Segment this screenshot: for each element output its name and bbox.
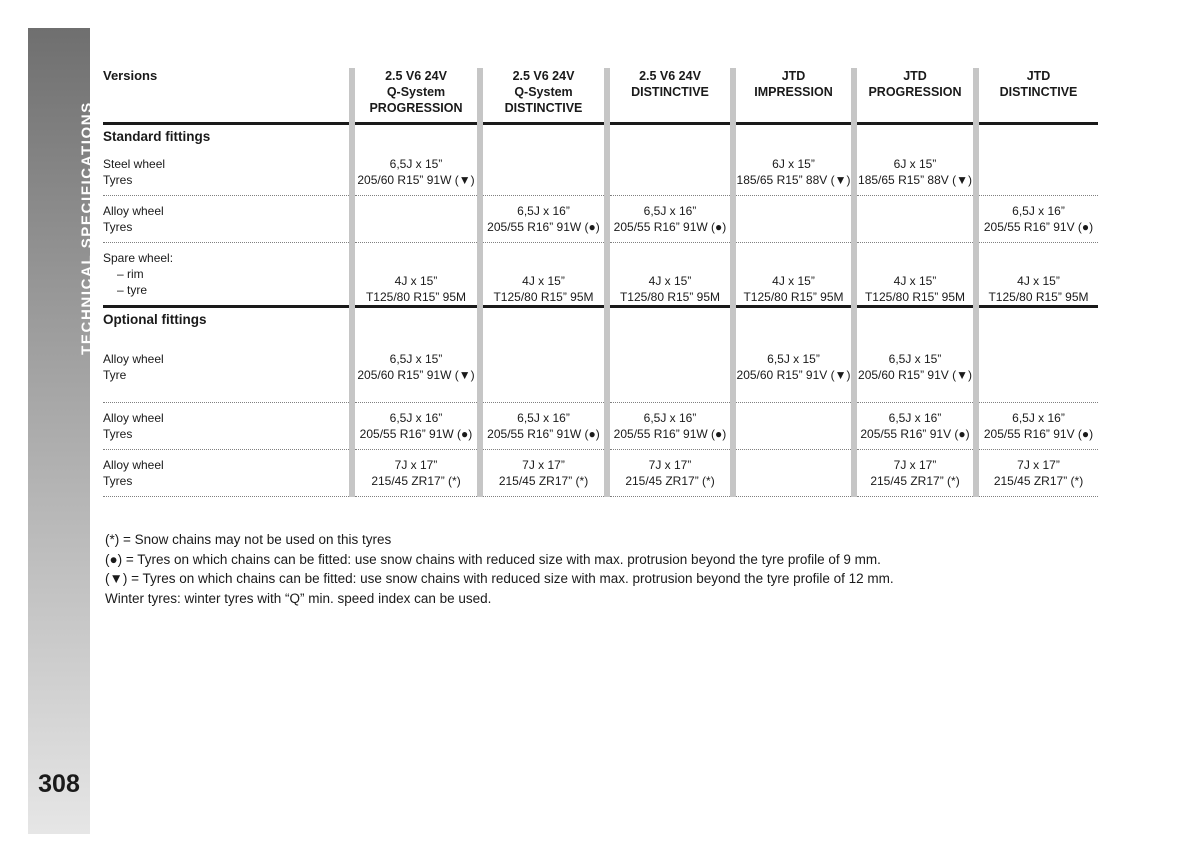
row-label-line: Alloy wheel	[103, 411, 164, 425]
cell-line: 4J x 15”	[1017, 274, 1060, 288]
cell-line: Q-System	[514, 85, 573, 99]
section-spacer	[854, 124, 976, 150]
spec-cell	[480, 243, 607, 307]
spec-cell	[607, 403, 733, 450]
section-spacer	[352, 124, 480, 150]
section-spacer	[480, 124, 607, 150]
cell-line: 215/45 ZR17” (*)	[870, 474, 960, 488]
section-spacer	[976, 307, 1098, 333]
spec-cell	[352, 403, 480, 450]
cell-line: 6,5J x 16”	[517, 411, 570, 425]
cell-line: 205/55 R16” 91V (●)	[860, 427, 970, 441]
cell-line: IMPRESSION	[754, 85, 833, 99]
spec-cell	[976, 196, 1098, 243]
cell-line: PROGRESSION	[868, 85, 962, 99]
spec-cell	[480, 450, 607, 497]
optional-fittings	[103, 307, 1098, 333]
spec-cell	[607, 196, 733, 243]
table-row	[103, 332, 1098, 403]
footnote: (*) = Snow chains may not be used on this tyres	[105, 532, 392, 547]
cell-line: 6,5J x 15”	[767, 352, 820, 366]
table-row	[103, 243, 1098, 307]
cell-line: 6,5J x 15”	[888, 352, 942, 366]
cell-line: 2.5 V6 24V	[639, 69, 701, 83]
table-row	[103, 196, 1098, 243]
section-spacer	[480, 307, 607, 333]
optional-fittings-label: Optional fittings	[103, 307, 352, 333]
spec-cell	[976, 332, 1098, 403]
row-label-line: Alloy wheel	[103, 458, 164, 472]
cell-line: 215/45 ZR17” (*)	[498, 474, 589, 488]
cell-line: T125/80 R15” 95M	[743, 290, 844, 304]
row-label-line: Spare wheel:	[103, 251, 174, 265]
cell-line: T125/80 R15” 95M	[365, 290, 467, 304]
table-row	[103, 149, 1098, 196]
cell-line: 6,5J x 16”	[643, 204, 697, 218]
cell-line: PROGRESSION	[369, 101, 463, 115]
spec-cell	[352, 332, 480, 403]
version-header	[976, 68, 1098, 124]
spec-cell	[733, 403, 854, 450]
cell-line: T125/80 R15” 95M	[619, 290, 721, 304]
cell-line: 6J x 15”	[893, 157, 937, 171]
cell-line: 205/55 R16” 91W (●)	[487, 427, 600, 441]
spec-cell	[480, 196, 607, 243]
cell-line: 205/60 R15” 91W (▼)	[357, 173, 475, 187]
section-spacer	[854, 307, 976, 333]
spec-cell	[854, 243, 976, 307]
row-label	[103, 243, 352, 307]
cell-line: 7J x 17”	[648, 458, 692, 472]
spec-cell	[733, 450, 854, 497]
section-spacer	[733, 124, 854, 150]
cell-line: 205/60 R15” 91W (▼)	[357, 368, 475, 382]
row-label-line: Alloy wheel	[103, 352, 164, 366]
spec-cell	[976, 403, 1098, 450]
cell-line: T125/80 R15” 95M	[864, 290, 966, 304]
footnote: (●) = Tyres on which chains can be fitted: use snow chains with reduced size with max. protrusion beyond the tyre profile of 9 mm.	[105, 551, 881, 567]
spec-cell	[607, 149, 733, 196]
row-label	[103, 450, 352, 497]
cell-line: 205/55 R16” 91W (●)	[613, 220, 727, 234]
cell-line: 6,5J x 15”	[389, 157, 443, 171]
row-label-line: Tyres	[103, 173, 133, 187]
cell-line: 4J x 15”	[772, 274, 815, 288]
cell-line: 6,5J x 16”	[1012, 411, 1065, 425]
header-row	[103, 68, 1098, 124]
spec-cell	[854, 450, 976, 497]
section-spacer	[607, 307, 733, 333]
table-row	[103, 450, 1098, 497]
spec-cell	[480, 403, 607, 450]
row-label	[103, 403, 352, 450]
cell-line: 6J x 15”	[772, 157, 815, 171]
version-header	[352, 68, 480, 124]
spec-cell	[607, 450, 733, 497]
section-title: TECHNICAL SPECIFICATIONS	[78, 101, 96, 355]
row-label-line: Tyres	[103, 474, 133, 488]
cell-line: 185/65 R15” 88V (▼)	[736, 173, 851, 187]
cell-line: 205/60 R15” 91V (▼)	[736, 368, 851, 382]
row-label	[103, 149, 352, 196]
cell-line: 6,5J x 16”	[643, 411, 697, 425]
page-number: 308	[38, 770, 80, 798]
spec-cell	[733, 332, 854, 403]
spec-cell	[854, 196, 976, 243]
spec-cell	[352, 243, 480, 307]
row-label-line: Tyres	[103, 220, 133, 234]
cell-line: 4J x 15”	[394, 274, 438, 288]
spec-cell	[607, 243, 733, 307]
cell-line: 205/55 R16” 91W (●)	[487, 220, 600, 234]
spec-cell	[854, 149, 976, 196]
version-header	[733, 68, 854, 124]
cell-line: 205/55 R16” 91W (●)	[359, 427, 473, 441]
cell-line: 6,5J x 16”	[389, 411, 443, 425]
row-label-line: Alloy wheel	[103, 204, 164, 218]
spec-cell	[480, 332, 607, 403]
row-label-line: Steel wheel	[103, 157, 166, 171]
cell-line: Q-System	[386, 85, 446, 99]
cell-line: 215/45 ZR17” (*)	[371, 474, 461, 488]
cell-line: 7J x 17”	[893, 458, 937, 472]
cell-line: 6,5J x 15”	[389, 352, 443, 366]
cell-line: 205/60 R15” 91V (▼)	[858, 368, 972, 382]
cell-line: JTD	[1026, 69, 1051, 83]
version-header	[854, 68, 976, 124]
section-spacer	[607, 124, 733, 150]
versions-label: Versions	[103, 68, 158, 83]
cell-line: 205/55 R16” 91V (●)	[983, 220, 1094, 234]
cell-line: T125/80 R15” 95M	[493, 290, 594, 304]
cell-line: 205/55 R16” 91W (●)	[613, 427, 727, 441]
spec-cell	[976, 450, 1098, 497]
spec-cell	[352, 149, 480, 196]
side-tab	[28, 28, 96, 834]
spec-cell	[480, 149, 607, 196]
cell-line: 4J x 15”	[893, 274, 937, 288]
version-header	[607, 68, 733, 124]
cell-line: DISTINCTIVE	[631, 85, 709, 99]
spec-cell	[854, 332, 976, 403]
footnote: (▼) = Tyres on which chains can be fitted: use snow chains with reduced size with max. protrusion beyond the tyre profile of 12 mm.	[105, 571, 894, 586]
cell-line: JTD	[903, 69, 927, 83]
cell-line: 6,5J x 16”	[1012, 204, 1065, 218]
standard-fittings-label: Standard fittings	[103, 124, 352, 150]
section-spacer	[733, 307, 854, 333]
cell-line: JTD	[781, 69, 806, 83]
cell-line: T125/80 R15” 95M	[988, 290, 1089, 304]
cell-line: DISTINCTIVE	[504, 101, 583, 115]
row-label-line: – rim	[117, 267, 144, 281]
row-label	[103, 332, 352, 403]
row-label-line: Tyres	[103, 427, 133, 441]
spec-cell	[854, 403, 976, 450]
spec-cell	[607, 332, 733, 403]
cell-line: 6,5J x 16”	[517, 204, 570, 218]
spec-cell	[733, 149, 854, 196]
cell-line: 205/55 R16” 91V (●)	[983, 427, 1094, 441]
cell-line: 185/65 R15” 88V (▼)	[858, 173, 972, 187]
footnote: Winter tyres: winter tyres with “Q” min. speed index can be used.	[105, 590, 492, 606]
spec-cell	[733, 196, 854, 243]
spec-cell	[733, 243, 854, 307]
spec-cell	[976, 149, 1098, 196]
spec-cell	[976, 243, 1098, 307]
cell-line: 4J x 15”	[522, 274, 565, 288]
table-row	[103, 403, 1098, 450]
cell-line: 215/45 ZR17” (*)	[993, 474, 1084, 488]
row-label	[103, 196, 352, 243]
footnotes	[105, 530, 894, 608]
cell-line: 2.5 V6 24V	[512, 69, 575, 83]
spec-cell	[352, 196, 480, 243]
cell-line: 7J x 17”	[1017, 458, 1060, 472]
row-label-line: – tyre	[117, 283, 148, 297]
cell-line: 6,5J x 16”	[888, 411, 942, 425]
cell-line: 215/45 ZR17” (*)	[625, 474, 715, 488]
spec-cell	[352, 450, 480, 497]
cell-line: DISTINCTIVE	[999, 85, 1078, 99]
tyre-spec-table	[103, 68, 1098, 497]
cell-line: 4J x 15”	[648, 274, 692, 288]
cell-line: 2.5 V6 24V	[385, 69, 447, 83]
standard-fittings	[103, 124, 1098, 150]
section-spacer	[976, 124, 1098, 150]
version-header	[480, 68, 607, 124]
section-spacer	[352, 307, 480, 333]
cell-line: 7J x 17”	[522, 458, 565, 472]
row-label-line: Tyre	[103, 368, 127, 382]
cell-line: 7J x 17”	[394, 458, 438, 472]
